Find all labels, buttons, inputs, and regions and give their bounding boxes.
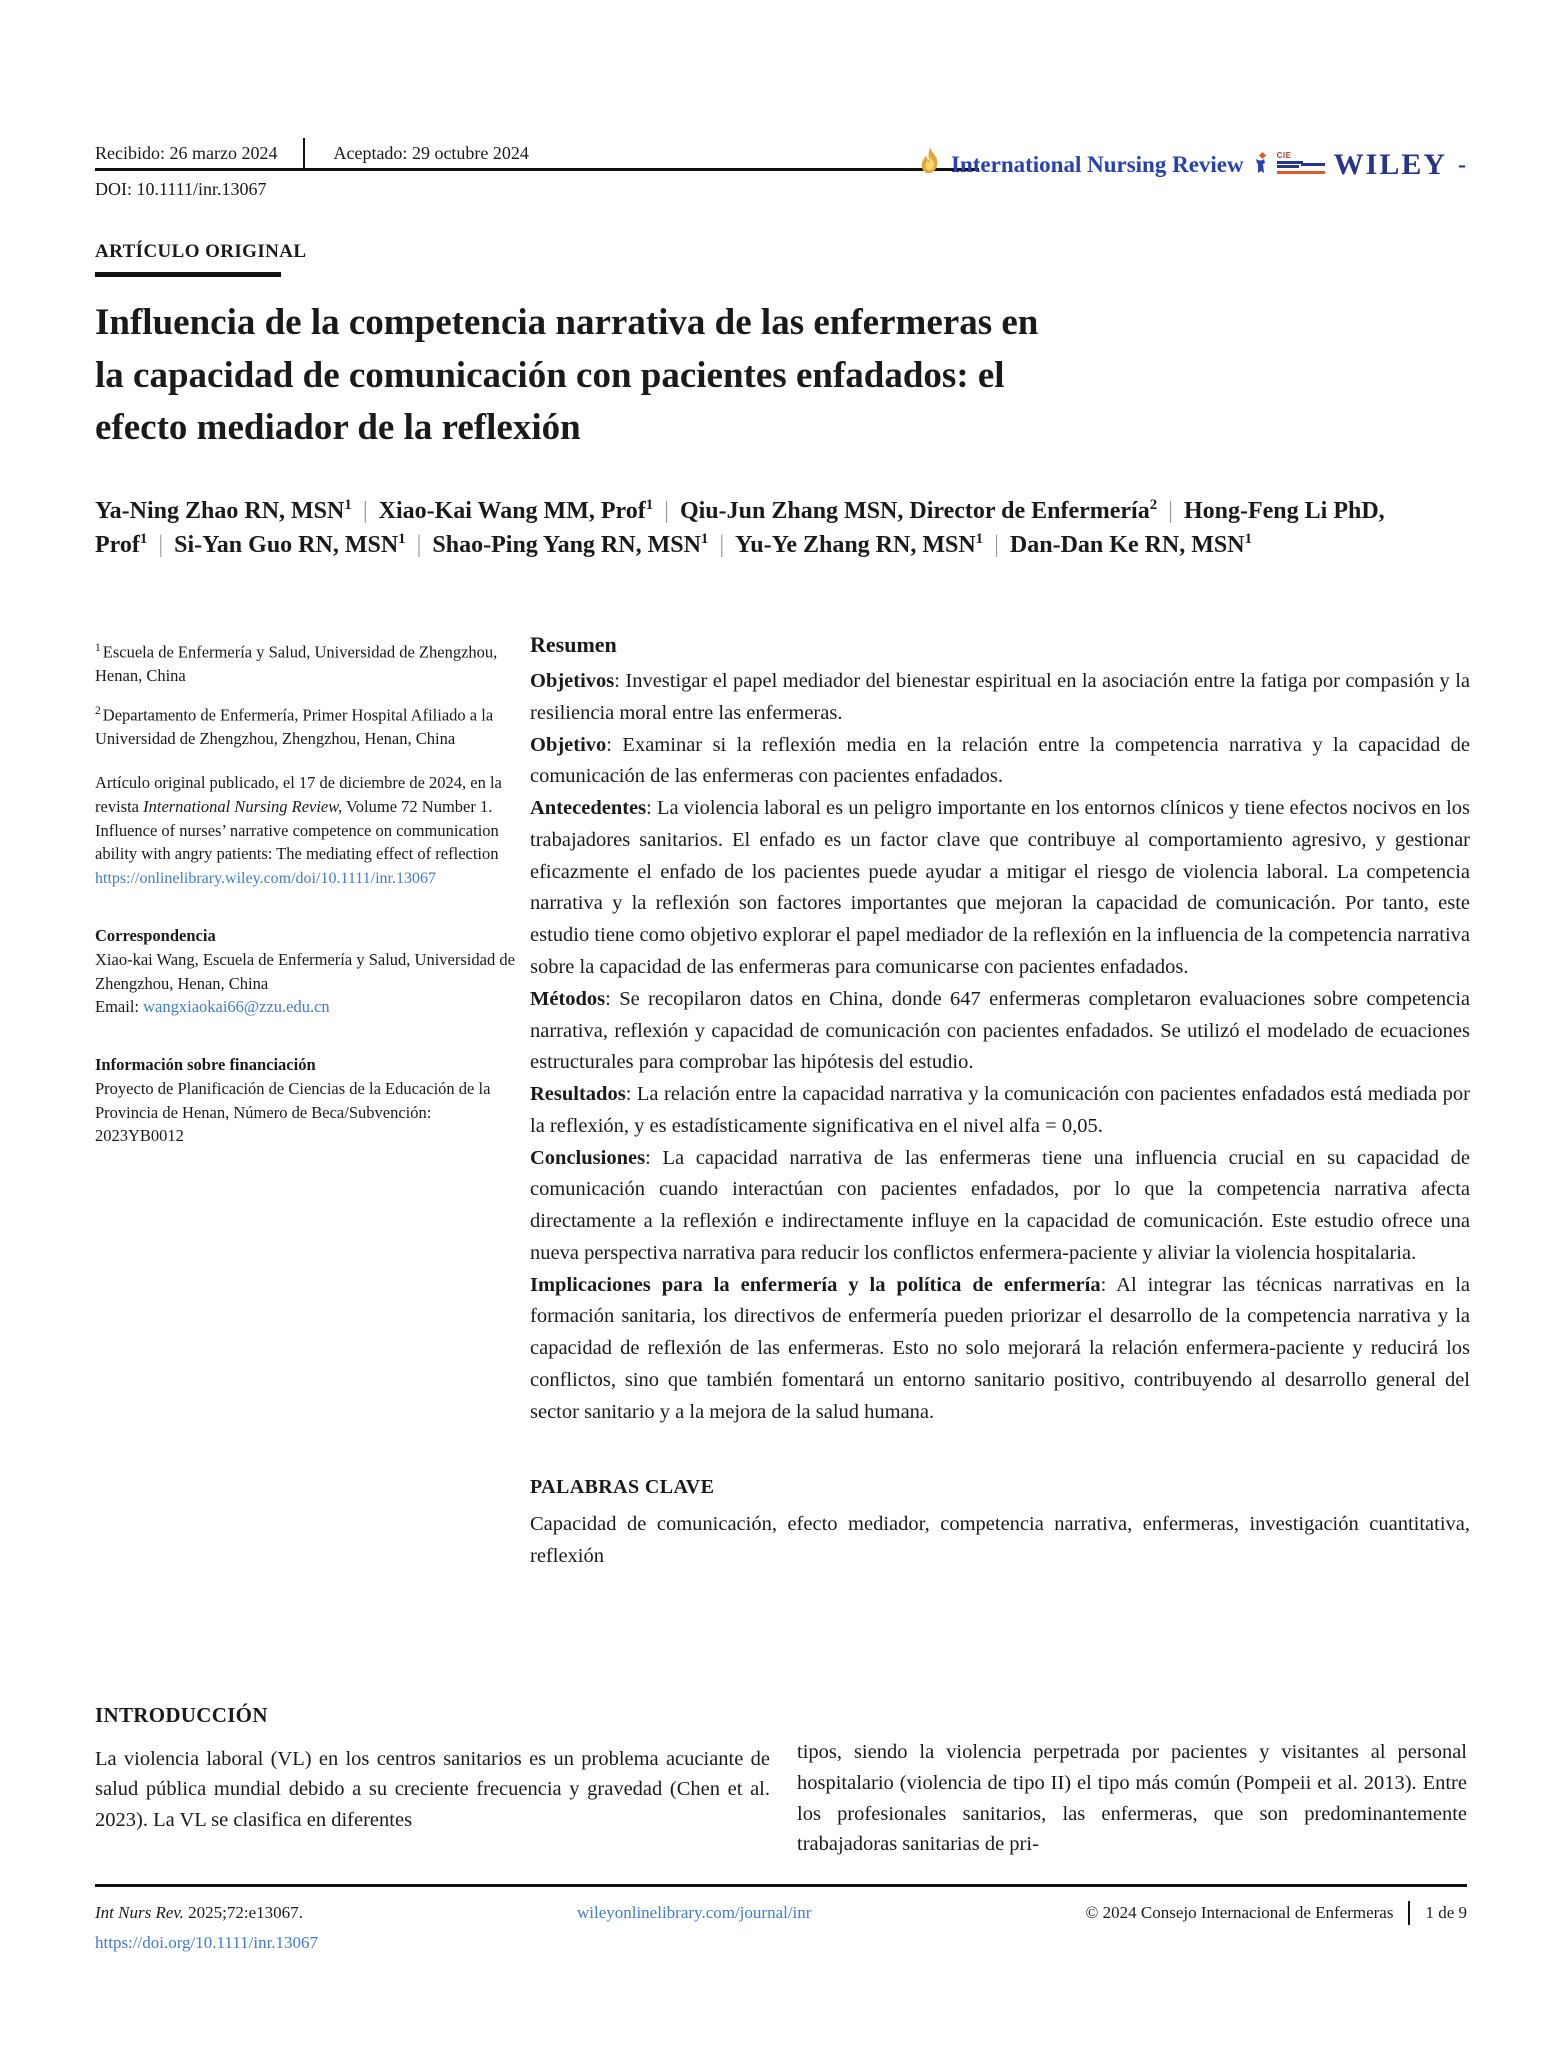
icn-logo-dash [1301, 163, 1325, 166]
funding-heading: Información sobre financiación [95, 1055, 316, 1075]
keywords-block [530, 1472, 1470, 1573]
icn-logo [1277, 152, 1325, 178]
correspondence-text: Xiao-kai Wang, Escuela de Enfermería y Salud, Universidad de Zhengzhou, Henan, China Email: wangxiaokai66@zzu.edu.cn [95, 949, 515, 1017]
icn-logo-underline [1277, 171, 1325, 174]
affiliation-1: $^1$ Escuela de Enfermería y Salud, Universidad de Zhengzhou, Henan, China [95, 642, 498, 686]
correspondence-heading: Correspondencia [95, 926, 216, 946]
funding-text: Proyecto de Planificación de Ciencias de la Educación de la Provincia de Henan, Número de Beca/Subvención: 2023YB0012 [95, 1078, 491, 1146]
journal-name-italic: International Nursing Review, [143, 796, 343, 816]
author-separator: | [664, 498, 669, 524]
author-name: Yu-Ye Zhang RN, MSN$^1$ [735, 531, 984, 559]
author-name: Dan-Dan Ke RN, MSN$^1$ [1009, 531, 1253, 559]
wiley-logo: WILEY [1333, 148, 1447, 181]
publication-note: Artículo original publicado, el 17 de diciembre de 2024, en la revista International Nursing Review, Volume 72 Number 1. Influence of nurses’ narrative competence on communication ability with angry patients: The mediating effect of reflection https://onlinelibrary.wiley.com/doi/10.1111/inr.13067 [95, 771, 523, 890]
abstract-paragraph: Objetivo: Examinar si la reflexión media en la relación entre la competencia narrativa y la capacidad de comunicación de las enfermeras con pacientes enfadados. [530, 733, 1470, 788]
cie-person-icon [1253, 151, 1268, 180]
author-list [95, 494, 1425, 562]
footer-doi-link[interactable]: https://doi.org/10.1111/inr.13067 [95, 1933, 319, 1952]
author-name: Ya-Ning Zhao RN, MSN$^1$ [95, 497, 352, 524]
flame-icon [918, 146, 942, 185]
footer-site-link[interactable]: wileyonlinelibrary.com/journal/inr [576, 1903, 812, 1922]
author-separator: | [719, 532, 725, 559]
email-link[interactable]: wangxiaokai66@zzu.edu.cn [143, 997, 330, 1017]
author-separator: | [362, 498, 368, 524]
footer-doi-wrap [95, 1933, 318, 1953]
icn-logo-text: CIE [1276, 151, 1292, 160]
abstract-paragraph: Métodos: Se recopilaron datos en China, donde 647 enfermeras completaron evaluaciones sobre competencia narrativa, reflexión y capacidad de comunicación con pacientes enfadados. Se utilizó el modelado de ecuaciones estructurales para comprobar las hipótesis del estudio. [530, 987, 1470, 1074]
abstract-paragraph: Resultados: La relación entre la capacidad narrativa y la comunicación con pacientes enfadados está mediada por la reflexión, y es estadísticamente significativa en el nivel alfa = 0,05. [530, 1083, 1470, 1137]
received-accepted-row [95, 138, 529, 168]
received-date: Recibido: 26 marzo 2024 [95, 142, 278, 163]
footer-page-number: 1 de 9 [1425, 1903, 1467, 1922]
intro-column-left [95, 1700, 770, 1860]
abstract-paragraph: Antecedentes: La violencia laboral es un peligro importante en los entornos clínicos y tiene efectos nocivos en los trabajadores sanitarios. El enfado es un factor clave que contribuye al comportamiento agresivo, y gestionar eficazmente el enfado de los pacientes puede ayudar a mitigar el riesgo de violencia laboral. La competencia narrativa y la reflexión son factores importantes que mejoran la capacidad de comunicación. Por tanto, este estudio tiene como objetivo explorar el papel mediador de la reflexión en la influencia de la competencia narrativa sobre la capacidad de las enfermeras para comunicarse con pacientes enfadados. [530, 797, 1470, 978]
introduction-section [95, 1700, 1467, 1860]
author-separator: | [158, 532, 164, 559]
article-type-label: ARTÍCULO ORIGINAL [95, 241, 307, 262]
publication-doi-link[interactable]: https://onlinelibrary.wiley.com/doi/10.1111/inr.13067 [95, 870, 436, 887]
abstract-paragraph: Implicaciones para la enfermería y la política de enfermería: Al integrar las técnicas narrativas en la formación sanitaria, los directivos de enfermería pueden priorizar el desarrollo de la competencia narrativa y la capacidad de reflexión de las enfermeras. Esto no solo mejorará la relación enfermera-paciente y reducirá los conflictos, sino que también fomentará un entorno sanitario positivo, contribuyendo al desarrollo general del sector sanitario y a la mejora de la salud humana. [530, 1273, 1470, 1423]
journal-brand [918, 142, 1466, 188]
journal-title: International Nursing Review [951, 152, 1244, 177]
author-separator: | [994, 532, 999, 559]
abstract-paragraph: Objetivos: Investigar el papel mediador del bienestar espiritual en la asociación entre la fatiga por compasión y la resiliencia moral entre las enfermeras. [530, 670, 1470, 724]
affiliation-2: $^2$ Departamento de Enfermería, Primer Hospital Afiliado a la Universidad de Zhengzhou, Zhengzhou, Henan, China [95, 705, 494, 749]
footer-citation: Int Nurs Rev. 2025;72:e13067. [95, 1903, 303, 1922]
article-info-sidebar [95, 640, 523, 1163]
keywords-heading: PALABRAS CLAVE [530, 1476, 715, 1499]
intro-paragraph-right: tipos, siendo la violencia perpetrada por pacientes y visitantes al personal hospitalario (violencia de tipo II) el tipo más común (Pompeii et al. 2013). Entre los profesionales sanitarios, las enfermeras, que son predominantemente trabajadoras sanitarias de pri- [797, 1741, 1467, 1856]
footer-site-link-wrap [303, 1903, 1086, 1923]
author-separator: | [1168, 498, 1173, 524]
icn-logo-line [1277, 165, 1299, 168]
wiley-dash: - [1458, 151, 1466, 178]
footer-divider [1408, 1901, 1410, 1925]
author-name: Qiu-Jun Zhang MSN, Director de Enfermería$^2$ [679, 497, 1158, 524]
icn-logo-line [1277, 161, 1303, 164]
author-name: Shao-Ping Yang RN, MSN$^1$ [432, 531, 709, 559]
footer-rule [95, 1884, 1467, 1887]
doi-text: DOI: 10.1111/inr.13067 [95, 179, 267, 199]
author-name: Hong-Feng Li PhD, Prof$^1$ [95, 498, 1385, 559]
footer-copyright: © 2024 Consejo Internacional de Enfermeras [1085, 1903, 1394, 1922]
email-label: Email: [95, 997, 144, 1017]
abstract-paragraph: Conclusiones: La capacidad narrativa de las enfermeras tiene una influencia crucial en su capacidad de comunicación cuando interactúan con pacientes enfadados, por lo que la competencia narrativa afecta directamente a la reflexión e indirectamente influye en la capacidad de comunicación. Este estudio ofrece una nueva perspectiva narrativa para reducir los conflictos enfermera-paciente y aliviar la violencia hospitalaria. [530, 1146, 1470, 1264]
author-name: Xiao-Kai Wang MM, Prof$^1$ [378, 497, 654, 524]
accepted-date: Aceptado: 29 octubre 2024 [333, 142, 529, 163]
article-type-bar [95, 272, 281, 277]
intro-paragraph-left: La violencia laboral (VL) en los centros sanitarios es un problema acuciante de salud pública mundial debido a su creciente frecuencia y gravedad (Chen et al. 2023). La VL se clasifica en diferentes [95, 1747, 770, 1831]
header-rule [95, 168, 979, 171]
footer-row [95, 1901, 1467, 1925]
keywords-text: Capacidad de comunicación, efecto mediador, competencia narrativa, enfermeras, investigación cuantitativa, reflexión [530, 1513, 1470, 1568]
abstract-section [530, 628, 1470, 1573]
abstract-heading: Resumen [530, 632, 617, 657]
article-title: Influencia de la competencia narrativa de las enfermeras en la capacidad de comunicación con pacientes enfadados: el efecto mediador de la reflexión [95, 302, 1039, 449]
intro-column-right [797, 1700, 1467, 1860]
author-separator: | [416, 532, 422, 559]
introduction-heading: INTRODUCCIÓN [95, 1703, 268, 1727]
author-name: Si-Yan Guo RN, MSN$^1$ [174, 531, 406, 559]
